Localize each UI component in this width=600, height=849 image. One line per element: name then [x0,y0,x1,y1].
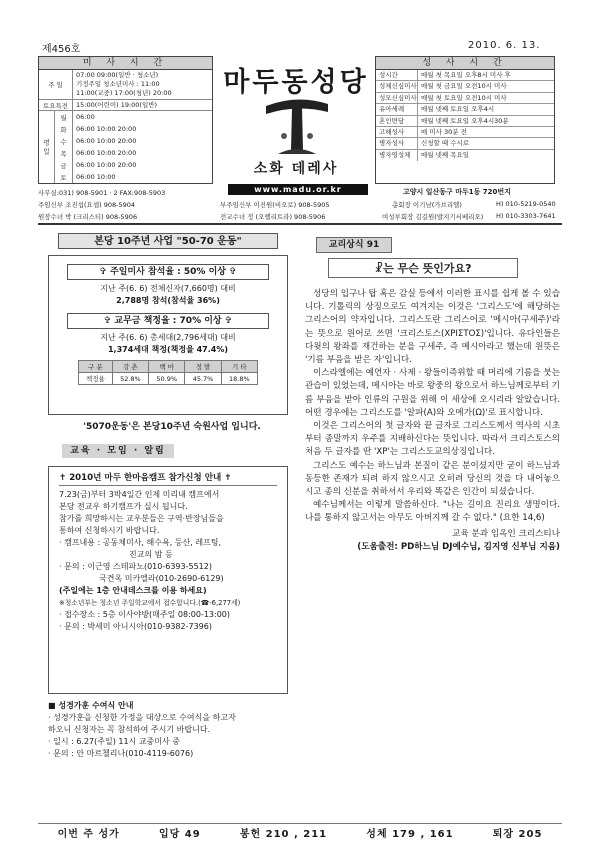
camp-line: (주일에는 1층 안내데스크를 이용 하세요) [59,586,207,595]
weekday-time: 06:00 10:00 20:00 [76,161,137,169]
sacrament-time: 매월 첫 토요일 오전10시 미사 [421,93,507,102]
parish-address: 고양시 일산동구 마두1동 720번지 [403,188,511,196]
saturday-value: 15:00(어린이) 19:00(일반) [76,101,158,109]
sunday-label: 주 일 [39,70,73,99]
weekday-time: 06:00 10:00 [76,173,116,181]
table-header-cell: 강 촌 [112,361,148,373]
anniversary-footnote: '5070운동'은 본당10주년 숙원사업 입니다. [83,422,261,432]
sister2-contact: 전교수녀 정 (오렐리트라) 908-5906 [220,213,326,221]
weekday-day: 화 [60,125,67,134]
district-table [78,360,258,385]
camp-line: · 캠프내용 : 공동체미사, 해수욕, 등산, 레프팅, [59,538,222,547]
camp-notice [48,466,288,694]
article-paragraph: 이스라엘에는 예언자 · 사제 · 왕들이즉위할 때 머리에 기름을 붓는 관습이 있었는데, 메시아는 바로 왕중의 왕으로서 하느님께로부터 기름 부음을 받아 인류의 구원을 위해 이 세상에 오시리라 알았습니다. 어떤 경우에는 그리스도를 '알파(Α)와 오메가(Ω)'로 표시합니다. [305,368,560,418]
sacrament-name: 성모신심미사 [376,93,418,103]
header-divider [38,223,562,225]
hymn-label: 이번 주 성가 [57,829,120,840]
table-cell: 50.9% [149,373,185,385]
tithe-goal: ✞ 교무금 책정율 : 70% 이상 ✞ [67,313,269,329]
saturday-label: 토요특전 [39,100,73,110]
sacrament-name: 고해성사 [376,127,418,137]
sunday-line: 11:00(교중) 17:00(청년) 20:00 [76,89,172,97]
hymn-offertory: 봉헌 210 , 211 [239,829,328,840]
article-paragraph: 이것은 그리스어의 첫 글자와 끝 글자로 그리스도께서 역사의 시초부터 종말까지 우주를 지배하신다는 뜻입니다. 따라서 크리스토스의 처음 두 글자를 딴 'ΧΡ'는 그리스도교의상징입니다. [305,421,560,458]
table-cell: 45.7% [185,373,221,385]
sacrament-name: 성체신심미사 [376,81,418,91]
camp-line: 진교의 밤 등 [129,550,173,559]
weekday-day: 월 [60,113,67,122]
sacrament-time: 매월 넷째 토요일 오후4시30분 [421,116,509,125]
president-contact: 총회장 이기남(가브리엘) [392,201,462,209]
article-question: ☧는 무슨 뜻인가요? [328,258,518,278]
sacrament-name: 성시간 [376,70,418,80]
cross-icon [262,92,332,158]
weekday-day: 목 [60,149,67,158]
vice-president-contact: 여성부회장 김길원(발지기서베리오) [382,213,484,221]
family-motto-line: 하오니 신청자는 꼭 참석하여 주시기 바랍니다. [48,725,211,734]
family-motto-line: · 문의 : 안 마르첼리나(010-4119-6076) [48,749,194,758]
sacrament-time: 매 미사 30분 전 [421,127,467,136]
table-header-cell: 백 마 [149,361,185,373]
sunday-line: 07:00 09:00(일반 · 청소년) [76,71,159,79]
table-header-cell: 정 발 [185,361,221,373]
sacrament-schedule-heading: 성 사 시 간 [376,57,554,70]
education-bar: 교육 · 모임 · 알림 [62,444,174,458]
issue-number: 제456호 [42,44,81,55]
weekday-time: 06:00 10:00 20:00 [76,125,137,133]
mass-attendance-goal: ✞ 주일미사 참석율 : 50% 이상 ✞ [67,264,269,280]
camp-line: 본당 전교우 하기캠프가 실시 됩니다. [59,502,188,511]
article-paragraph: 예수님께서는 이렇게 말씀하신다. "나는 길이요 진리요 생명이다. 나를 통하지 않고서는 아무도 아버지께 갈 수 없다." (요한 14,6) [305,500,560,524]
issue-date: 2010. 6. 13. [468,40,541,51]
camp-line: 7.23(금)부터 3박4일간 인제 미리내 캠프에서 [59,490,220,499]
hymn-entrance: 입당 49 [158,829,201,840]
tithe-line: 지난 주(6. 6) 총세대(2,796세대) 대비 [100,333,236,342]
article-credit: 교육 분과 임옥인 크리스티나 [452,528,560,539]
attendance-line: 지난 주(6. 6) 전체신자(7,660명) 대비 [100,284,236,293]
camp-line: 국견옥 미카엘라(010-2690-6129) [99,574,224,583]
sacrament-time: 매월 넷째 토요일 오후4시 [421,105,495,114]
table-header-cell: 기 타 [221,361,257,373]
sacrament-time: 매월 넷째 목요일 [421,150,470,159]
article-paragraph: 성당의 입구나 탑 혹은 감실 등에서 이러한 표시를 쉽게 볼 수 있습니다. 기톨릭의 상징으로도 여겨지는 이것은 '그리스도'에 해당하는 그리스어의 약자입니다. 그리스도란 그리스어로 '메시아(구세주)'라는 뜻으로 원어로 쓰면 '크리스토스(ΧΡΙΣΤΟΣ)'입니다. 유다인들은 다윗의 왕좌를 재건하는 분을 구세주, 즉 메시아라고 했는데 원뜻은 '기름 부음을 받은 자'입니다. [305,289,560,366]
anniversary-heading-text: 본당 10주년 사업 "50-70 운동" [94,236,242,247]
table-cell: 18.8% [221,373,257,385]
weekday-day: 금 [60,161,67,170]
mass-schedule-heading: 미 사 시 간 [39,57,212,70]
sacrament-time: 신청할 때 수시로 [421,139,470,148]
camp-line: · 문의 : 이근영 스테파노(010-6393-5512) [59,562,212,571]
weekday-day: 수 [60,137,67,146]
sacrament-name: 병자영성체 [376,150,418,161]
sacrament-name: 혼인면담 [376,116,418,126]
patron-saint: 소화 데레사 [253,161,339,177]
sunday-line: 기정주일 청소년미사 : 11:00 [76,80,160,88]
office-contact: 사무실:031) 908-5901 · 2 FAX:908-5903 [38,189,166,197]
article-body [305,288,560,554]
article-source: (도움출전: PD하느님 DJ예수님, 김지영 신부님 지음) [357,541,560,552]
hymn-footer [38,823,562,841]
hymn-communion: 성체 179 , 161 [366,829,454,840]
family-motto-line: · 일시 : 6.27(주일) 11시 교중미사 중 [48,737,181,746]
attendance-rate: 2,788명 참석(참석율 36%) [116,296,220,305]
sacrament-time: 매월 첫 목요일 오후8시 미사 후 [421,71,511,79]
camp-title: ✝ 2010년 마두 한마음캠프 참가신청 안내 ✝ [59,471,277,486]
pastor-contact: 주임신부 조진섭(요셉) 908-5904 [38,201,136,209]
table-header-cell: 구 분 [79,361,113,373]
mass-schedule [38,56,213,184]
camp-line: · 문의 : 박세미 아니시아(010-9382-7396) [59,622,212,631]
vice-president-phone: H) 010-3303-7641 [496,212,556,220]
family-motto-notice [48,700,288,760]
weekday-day: 토 [60,173,67,182]
camp-line: 참가를 희망하시는 교우분들은 구역·반장님들을 [59,514,224,523]
weekday-time: 06:00 10:00 20:00 [76,137,137,145]
weekday-label: 평 일 [39,111,55,183]
sacrament-schedule [375,56,555,184]
sister1-contact: 원장수녀 박 (크리스티) 908-5906 [38,213,138,221]
anniversary-heading [58,233,278,249]
assistant-contact: 부주임신부 이진원(비오로) 908-5905 [220,201,330,209]
anniversary-box [48,255,288,415]
sacrament-name: 병자성사 [376,138,418,148]
sacrament-time: 매월 첫 금요일 오전10시 미사 [421,82,507,91]
weekday-time: 06:00 [76,113,95,121]
parish-title: 마두동성당 [223,67,369,98]
camp-line: ※청소년부는 청소년 주일학교에서 접수합니다.(☎-6,277세) [59,599,241,607]
website-link[interactable]: www.madu.or.kr [228,184,368,195]
sacrament-name: 유아세례 [376,104,418,114]
table-cell: 책정율 [79,373,113,385]
camp-line: 통하여 신청하시기 바랍니다. [59,526,160,535]
article-tag: 교리상식 91 [316,237,392,253]
hymn-recessional: 퇴장 205 [492,829,543,840]
family-motto-title: ■ 성경가훈 수여식 안내 [48,701,134,710]
article-paragraph: 그리스도 예수는 하느님과 본질이 같은 분이셨지만 굳이 하느님과 동등한 존재가 되려 하지 않으시고 오히려 당신의 것을 다 내어놓으시고 종의 신분을 취하셔서 우리와 똑같은 인간이 되셨습니다. [305,460,560,498]
table-cell: 52.8% [112,373,148,385]
camp-line: · 접수장소 : 5층 이사야방(매주일 08:00-13:00) [59,610,231,619]
president-phone: H) 010-5219-0540 [496,200,556,208]
weekday-time: 06:00 10:00 20:00 [76,149,137,157]
family-motto-line: · 성경가훈을 신청한 가정을 대상으로 수여식을 하고자 [48,713,236,722]
tithe-rate: 1,374세대 책정(책정율 47.4%) [107,345,229,354]
